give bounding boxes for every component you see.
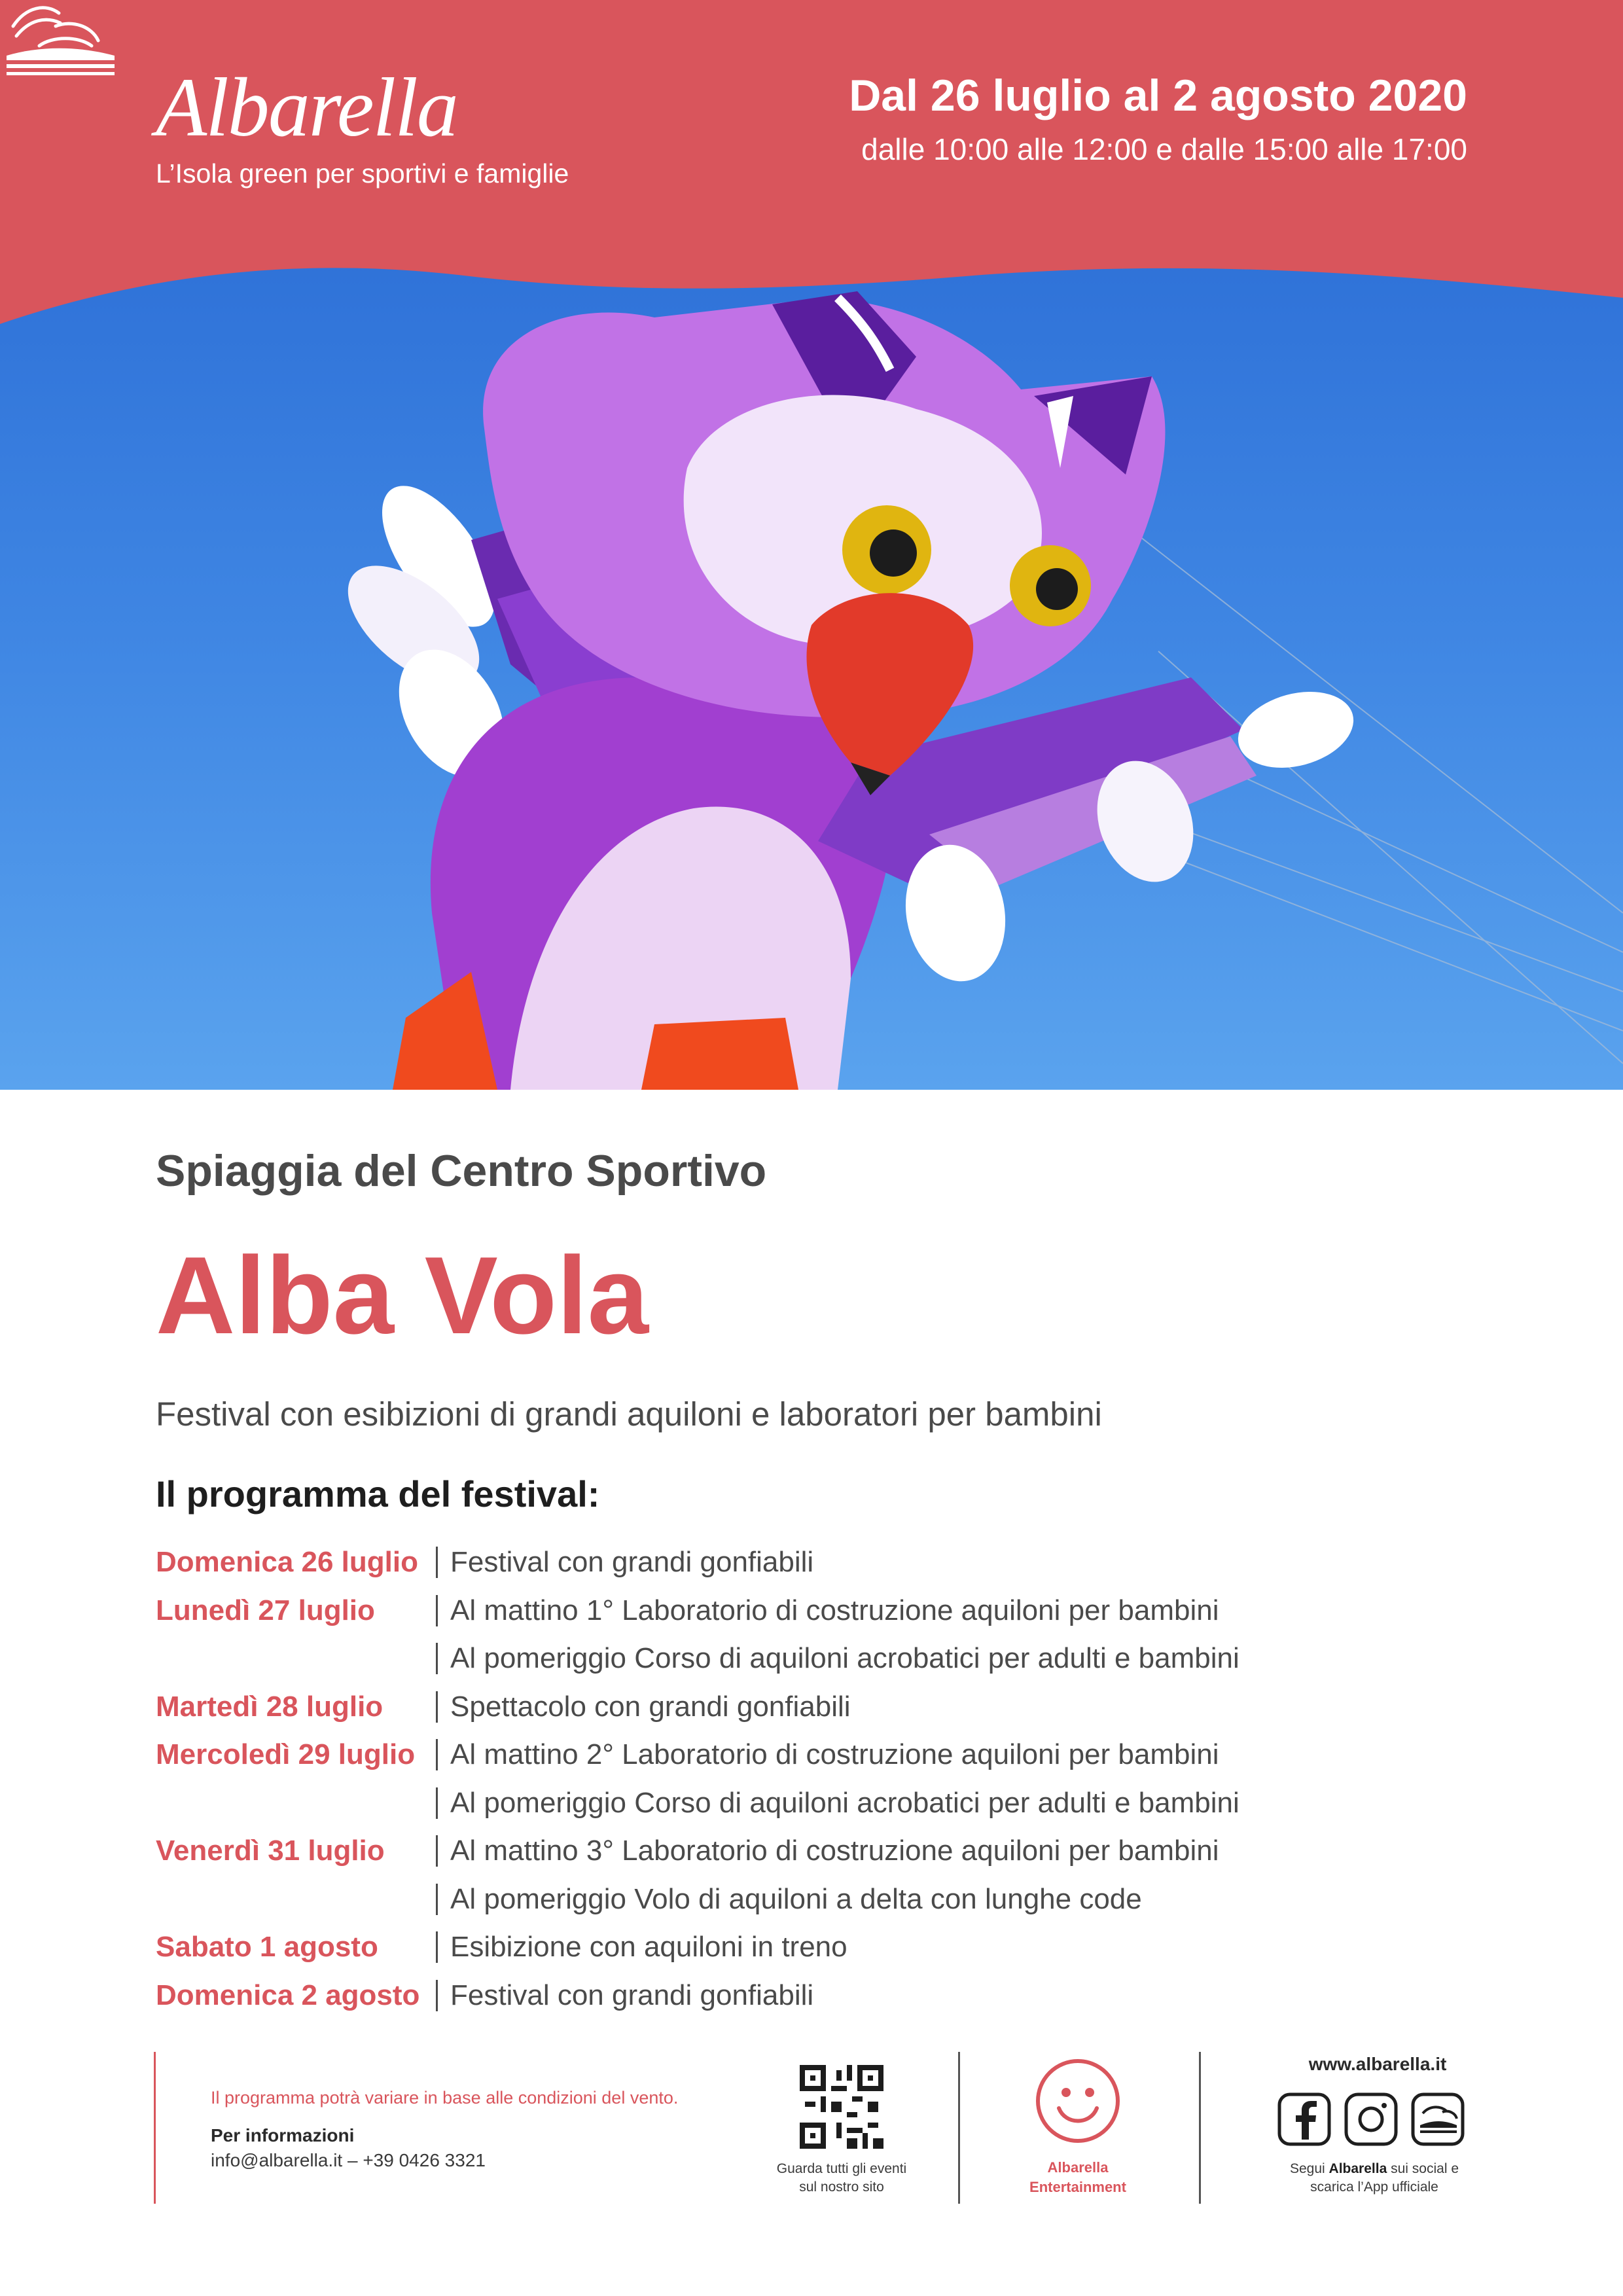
social-post: sui social e	[1391, 2161, 1459, 2176]
schedule-row	[156, 1837, 1399, 1885]
social-pre: Segui	[1289, 2161, 1325, 2176]
separator	[436, 1980, 438, 2011]
header-banner	[0, 0, 1623, 327]
schedule-day: Lunedì 27 luglio	[156, 1594, 375, 1626]
schedule-activity: Festival con grandi gonfiabili	[450, 1979, 814, 2011]
schedule-row	[156, 1981, 1399, 2030]
smiley-icon	[1034, 2057, 1122, 2145]
schedule-activity: Festival con grandi gonfiabili	[450, 1546, 814, 1578]
qr-caption	[743, 2160, 940, 2197]
schedule-activity: Al mattino 1° Laboratorio di costruzione aquiloni per bambini	[450, 1594, 1219, 1626]
facebook-icon[interactable]	[1279, 2094, 1329, 2144]
schedule-row	[156, 1690, 1399, 1741]
schedule-row	[156, 1882, 1399, 1933]
program-schedule	[156, 1548, 1399, 2029]
owl-kite-illustration	[0, 259, 1623, 1090]
entertainment-caption	[980, 2158, 1176, 2197]
separator	[436, 1595, 438, 1626]
entertainment-line: Entertainment	[1029, 2178, 1126, 2195]
social-caption-line: scarica l’App ufficiale	[1310, 2179, 1438, 2195]
info-label: Per informazioni	[211, 2125, 355, 2145]
separator	[436, 1787, 438, 1819]
social-caption-line	[1247, 2160, 1502, 2178]
albarella-logo: Albarella	[156, 61, 457, 154]
albarella-app-icon[interactable]	[1413, 2094, 1463, 2144]
schedule-day: Domenica 2 agosto	[156, 1979, 420, 2011]
schedule-activity: Esibizione con aquiloni in treno	[450, 1931, 847, 1963]
schedule-activity: Al pomeriggio Corso di aquiloni acrobatici per adulti e bambini	[450, 1786, 1240, 1819]
footer-divider	[154, 2052, 156, 2204]
event-dates: Dal 26 luglio al 2 agosto 2020	[849, 71, 1467, 120]
schedule-activity: Spettacolo con grandi gonfiabili	[450, 1690, 851, 1723]
schedule-day: Venerdì 31 luglio	[156, 1835, 385, 1867]
social-icons	[1277, 2092, 1467, 2146]
separator	[436, 1835, 438, 1867]
schedule-day: Mercoledì 29 luglio	[156, 1738, 416, 1770]
event-location: Spiaggia del Centro Sportivo	[156, 1146, 767, 1196]
separator	[436, 1884, 438, 1915]
separator	[436, 1547, 438, 1578]
info-contact[interactable]: info@albarella.it – +39 0426 3321	[211, 2150, 486, 2170]
separator	[436, 1643, 438, 1674]
event-hours: dalle 10:00 alle 12:00 e dalle 15:00 alle 17:00	[861, 132, 1467, 166]
footer-divider	[958, 2052, 960, 2204]
schedule-row	[156, 1644, 1399, 1693]
schedule-day: Martedì 28 luglio	[156, 1690, 383, 1723]
separator	[436, 1931, 438, 1963]
social-brand: Albarella	[1329, 2161, 1387, 2176]
schedule-row	[156, 1933, 1399, 1981]
event-subtitle: Festival con esibizioni di grandi aquiloni e laboratori per bambini	[156, 1395, 1102, 1433]
program-heading: Il programma del festival:	[156, 1473, 600, 1515]
entertainment-line: Albarella	[1047, 2159, 1109, 2176]
qr-caption-line: sul nostro sito	[799, 2179, 884, 2195]
separator	[436, 1691, 438, 1723]
schedule-day: Sabato 1 agosto	[156, 1931, 378, 1963]
instagram-icon[interactable]	[1346, 2094, 1396, 2144]
footer-divider	[1199, 2052, 1201, 2204]
social-caption	[1247, 2160, 1502, 2197]
schedule-activity: Al pomeriggio Volo di aquiloni a delta con lunghe code	[450, 1882, 1142, 1915]
qr-code-icon[interactable]	[800, 2065, 883, 2149]
qr-caption-line: Guarda tutti gli eventi	[776, 2161, 907, 2176]
schedule-activity: Al pomeriggio Corso di aquiloni acrobatici per adulti e bambini	[450, 1642, 1240, 1674]
schedule-row	[156, 1596, 1399, 1645]
tagline: L’Isola green per sportivi e famiglie	[156, 158, 569, 188]
schedule-activity: Al mattino 2° Laboratorio di costruzione aquiloni per bambini	[450, 1738, 1219, 1770]
schedule-row	[156, 1786, 1399, 1837]
schedule-day: Domenica 26 luglio	[156, 1546, 418, 1578]
separator	[436, 1739, 438, 1770]
schedule-activity: Al mattino 3° Laboratorio di costruzione aquiloni per bambini	[450, 1835, 1219, 1867]
wind-note: Il programma potrà variare in base alle condizioni del vento.	[211, 2088, 679, 2108]
winged-lion-icon	[0, 0, 118, 79]
event-title: Alba Vola	[156, 1234, 649, 1357]
owl-kite-photo	[0, 259, 1623, 1090]
website-link[interactable]: www.albarella.it	[1308, 2054, 1447, 2074]
schedule-row	[156, 1740, 1399, 1789]
schedule-row	[156, 1548, 1399, 1596]
